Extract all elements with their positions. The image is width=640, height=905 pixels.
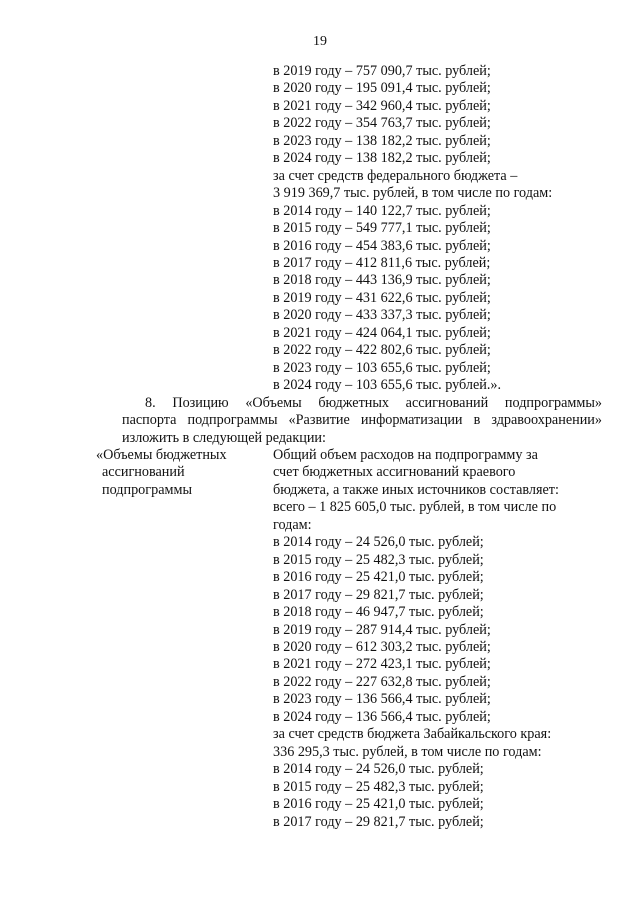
- list-item: в 2020 году – 195 091,4 тыс. рублей;: [273, 80, 491, 97]
- funding-continuation-list: [273, 63, 552, 395]
- list-item: в 2016 году – 454 383,6 тыс. рублей;: [273, 237, 491, 254]
- list-item: в 2024 году – 103 655,6 тыс. рублей.».: [273, 377, 502, 394]
- cell-line: ассигнований: [102, 464, 185, 481]
- list-item: счет бюджетных ассигнований краевого: [273, 464, 516, 481]
- list-item: всего – 1 825 605,0 тыс. рублей, в том числе по: [273, 499, 557, 516]
- list-item: Общий объем расходов на подпрограмму за: [273, 447, 538, 463]
- list-item: в 2021 году – 342 960,4 тыс. рублей;: [273, 97, 491, 114]
- paragraph-line: 8. Позицию «Объемы бюджетных ассигнований подпрограммы»: [145, 395, 602, 411]
- list-item: бюджета, а также иных источников составляет:: [273, 481, 559, 498]
- list-item: в 2024 году – 136 566,4 тыс. рублей;: [273, 708, 491, 725]
- position-title-cell: [96, 447, 227, 499]
- list-item: за счет средств бюджета Забайкальского края:: [273, 726, 552, 743]
- list-item: в 2015 году – 25 482,3 тыс. рублей;: [273, 551, 484, 568]
- list-item: в 2021 году – 424 064,1 тыс. рублей;: [273, 324, 491, 341]
- list-item: в 2014 году – 24 526,0 тыс. рублей;: [273, 761, 484, 778]
- list-item: в 2014 году – 24 526,0 тыс. рублей;: [273, 534, 484, 551]
- paragraph-line: изложить в следующей редакции:: [122, 429, 326, 446]
- list-item: в 2021 году – 272 423,1 тыс. рублей;: [273, 656, 491, 673]
- list-item: в 2015 году – 549 777,1 тыс. рублей;: [273, 220, 491, 237]
- list-item: в 2022 году – 354 763,7 тыс. рублей;: [273, 115, 491, 132]
- list-item: в 2022 году – 227 632,8 тыс. рублей;: [273, 673, 491, 690]
- list-item: в 2016 году – 25 421,0 тыс. рублей;: [273, 569, 484, 586]
- list-item: в 2020 году – 433 337,3 тыс. рублей;: [273, 307, 491, 324]
- list-item: в 2019 году – 757 090,7 тыс. рублей;: [273, 63, 491, 79]
- list-item: в 2023 году – 103 655,6 тыс. рублей;: [273, 359, 491, 376]
- list-item: в 2020 году – 612 303,2 тыс. рублей;: [273, 638, 491, 655]
- list-item: в 2017 году – 412 811,6 тыс. рублей;: [273, 254, 491, 271]
- paragraph-line: паспорта подпрограммы «Развитие информатизации в здравоохранении»: [122, 412, 602, 429]
- page-number: 19: [313, 34, 327, 49]
- list-item: в 2015 году – 25 482,3 тыс. рублей;: [273, 778, 484, 795]
- list-item: в 2018 году – 443 136,9 тыс. рублей;: [273, 272, 491, 289]
- list-item: в 2022 году – 422 802,6 тыс. рублей;: [273, 342, 491, 359]
- list-item: в 2019 году – 431 622,6 тыс. рублей;: [273, 289, 491, 306]
- list-item: 3 919 369,7 тыс. рублей, в том числе по годам:: [273, 185, 553, 202]
- list-item: в 2023 году – 136 566,4 тыс. рублей;: [273, 691, 491, 708]
- list-item: в 2016 году – 25 421,0 тыс. рублей;: [273, 796, 484, 813]
- position-content-cell: [273, 447, 559, 831]
- list-item: в 2018 году – 46 947,7 тыс. рублей;: [273, 604, 484, 621]
- cell-line: «Объемы бюджетных: [96, 447, 227, 463]
- list-item: в 2023 году – 138 182,2 тыс. рублей;: [273, 132, 491, 149]
- list-item: в 2017 году – 29 821,7 тыс. рублей;: [273, 586, 484, 603]
- cell-line: подпрограммы: [102, 481, 192, 498]
- list-item: за счет средств федерального бюджета –: [273, 167, 518, 184]
- list-item: в 2017 году – 29 821,7 тыс. рублей;: [273, 813, 484, 830]
- list-item: 336 295,3 тыс. рублей, в том числе по годам:: [273, 743, 542, 760]
- list-item: в 2019 году – 287 914,4 тыс. рублей;: [273, 621, 491, 638]
- list-item: годам:: [273, 516, 312, 533]
- paragraph-8: [122, 395, 602, 447]
- list-item: в 2024 году – 138 182,2 тыс. рублей;: [273, 150, 491, 167]
- list-item: в 2014 году – 140 122,7 тыс. рублей;: [273, 202, 491, 219]
